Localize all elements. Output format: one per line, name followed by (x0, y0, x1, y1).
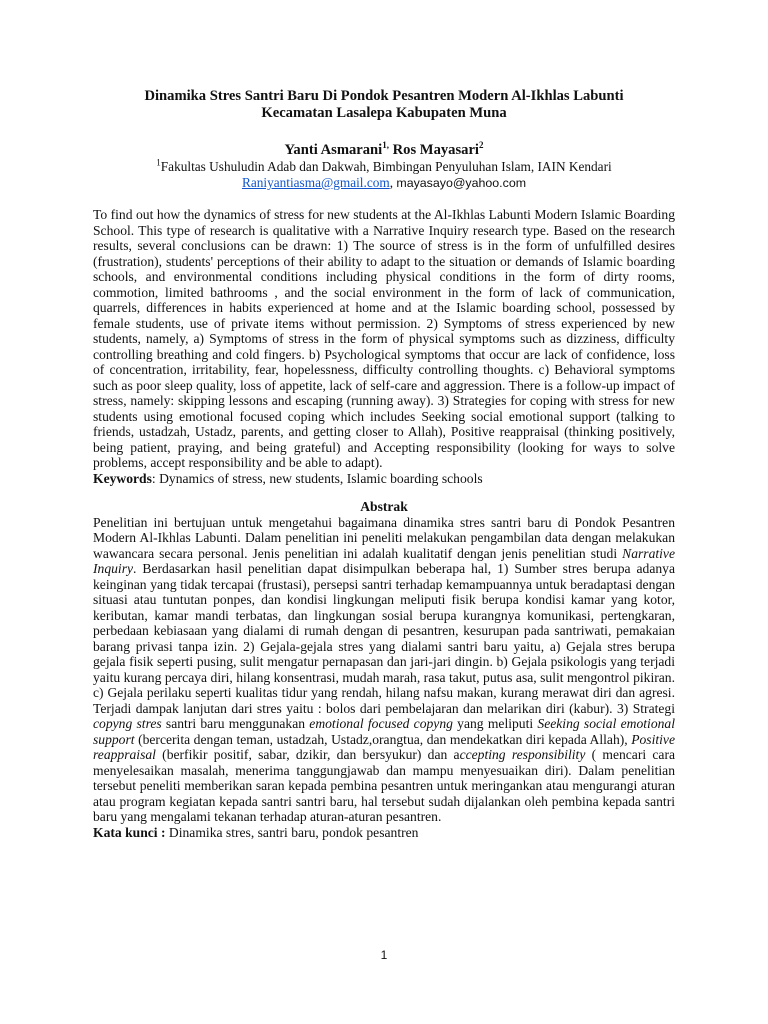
english-abstract: To find out how the dynamics of stress for new students at the Al-Ikhlas Labunti Modern Islamic Boarding School. This type of research is qualitative with a Narrative Inquiry research type. Based on the research results, several conclusions can be drawn: 1) The source of stress is in the form of unfulfilled desires (frustration), students' perceptions of their ability to adapt to the situation or demands of Islamic boarding schools, and environmental conditions including physical conditions in the form of dirty rooms, commotion, limited bathrooms , and the social environment in the form of lack of communication, quarrels, differences in habits experienced at home and at the Islamic boarding school, possessed by female students, use of private items without permission. 2) Symptoms of stress experienced by new students, namely, a) Symptoms of stress in the form of physical symptoms such as dizziness, difficulty controlling breathing and cold fingers. b) Psychological symptoms that occur are lack of confidence, loss of concentration, irritability, fear, hopelessness, difficulty controlling thoughts. c) Behavioral symptoms such as poor sleep quality, loss of appetite, lack of self-care and aggression. There is a follow-up impact of stress, namely: skipping lessons and escaping (running away). 3) Strategies for coping with stress for new students using emotional focused coping which includes Seeking social emotional support (talking to friends, ustadzah, Ustadz, parents, and getting closer to Allah), Positive reappraisal (thinking positively, being patient, praying, and being grateful) and Accepting responsibility (looking for ways to solve problems, accept responsibility and be able to adapt). (93, 207, 675, 470)
abstrak-italic-5: Positive reappraisal (93, 731, 675, 762)
affiliation-superscript: 1 (156, 157, 161, 168)
english-keywords (93, 471, 675, 487)
abstrak-italic-3: emotional focused copyng (309, 716, 453, 731)
title-line-2: Kecamatan Lasalepa Kabupaten Muna (261, 105, 507, 121)
abstrak-text-2: . Berdasarkan hasil penelitian dapat disimpulkan beberapa hal, 1) Sumber stres berupa adanya keinginan yang tidak tercapai (frustasi), persepsi santri terhadap kemampuannya untuk beradaptasi dengan situasi atau tuntutan ponpes, dan kondisi lingkungan meliputi fisik berupa kondisi kamar yang kotor, keributan, kamar mandi terbatas, dan lingkungan sosial berupa kurangnya komunikasi, pertengkaran, perbedaan kebiasaan yang dialami di rumah dengan di pesantren, kesurupan pada santriwati, pemakaian barang privasi tanpa izin. 2) Gejala-gejala stres yang dialami santri baru yaitu, a) Gejala stres berupa gejala fisik seperti pusing, sulit mengatur pernapasan dan jari-jari dingin. b) Gejala psikologis yang terjadi yaitu kurang percaya diri, hilang konsentrasi, mudah marah, rasa takut, putus asa, sulit mengontrol pikiran. c) Gejala perilaku seperti kualitas tidur yang rendah, hilang nafsu makan, kurang merawat diri dan agresi. Terjadi dampak lanjutan dari stres yaitu : bolos dari pembelajaran dan melarikan diri (kabur). 3) Strategi (93, 561, 675, 716)
abstrak-text-6: (berfikir positif, sabar, dzikir, dan bersyukur) dan a (155, 747, 460, 762)
kata-kunci-text: Dinamika stres, santri baru, pondok pesantren (165, 824, 419, 840)
abstrak-italic-1: Narrative Inquiry (93, 545, 675, 576)
indonesian-keywords (93, 825, 675, 841)
author-emails (93, 175, 675, 191)
abstrak-italic-4: Seeking social emotional support (93, 716, 675, 747)
email-separator: , (389, 175, 397, 190)
affiliation-text: Fakultas Ushuludin Adab dan Dakwah, Bimbingan Penyuluhan Islam, IAIN Kendari (160, 159, 612, 174)
kata-kunci-label: Kata kunci : (93, 824, 166, 840)
author-1-superscript: 1, (382, 140, 389, 151)
email-2: mayasayo@yahoo.com (396, 176, 527, 190)
abstrak-text-1: Penelitian ini bertujuan untuk mengetahui bagaimana dinamika stres santri baru di Pondok Pesantren Modern Al-Ikhlas Labunti. Dalam penelitian ini peneliti melakukan pengambilan data dengan melakukan wawancara secara personal. Jenis penelitian ini adalah kualitatif dengan jenis penelitian studi (93, 514, 675, 561)
author-1: Yanti Asmarani (284, 142, 383, 158)
title-line-1: Dinamika Stres Santri Baru Di Pondok Pesantren Modern Al-Ikhlas Labunti (144, 88, 624, 104)
email-link-1[interactable]: Raniyantiasma@gmail.com (241, 175, 390, 190)
abstrak-text-5: (bercerita dengan teman, ustadzah, Ustadz,orangtua, dan mendekatkan diri kepada Allah), (134, 731, 632, 747)
abstrak-heading: Abstrak (360, 499, 408, 514)
abstrak-text-3: santri baru menggunakan (161, 716, 310, 731)
indonesian-abstract (93, 515, 675, 825)
abstrak-italic-2: copyng stres (93, 716, 162, 731)
abstrak-text-4: yang meliputi (452, 716, 538, 731)
keywords-text: : Dynamics of stress, new students, Islamic boarding schools (151, 470, 483, 486)
affiliation (93, 159, 675, 175)
paper-title (93, 88, 675, 122)
author-2: Ros Mayasari (388, 142, 479, 158)
abstrak-italic-6: ccepting responsibility (459, 747, 586, 762)
keywords-label: Keywords (93, 470, 152, 486)
author-list (93, 142, 675, 159)
author-2-superscript: 2 (478, 140, 484, 151)
page-number: 1 (380, 948, 388, 962)
abstrak-text-7: ( mencari cara menyelesaikan masalah, menerima tanggungjawab dan mampu menyesuaikan diri). Dalam penelitian tersebut peneliti memberikan saran kepada pembina pesantren untuk meringankan atau mengurangi aturan atau program kegiatan kepada santri santri baru, hal tersebut sudah dijalankan oleh pembina kepada santri baru yang mengalami tekanan terhadap aturan-aturan pesantren. (93, 747, 676, 824)
